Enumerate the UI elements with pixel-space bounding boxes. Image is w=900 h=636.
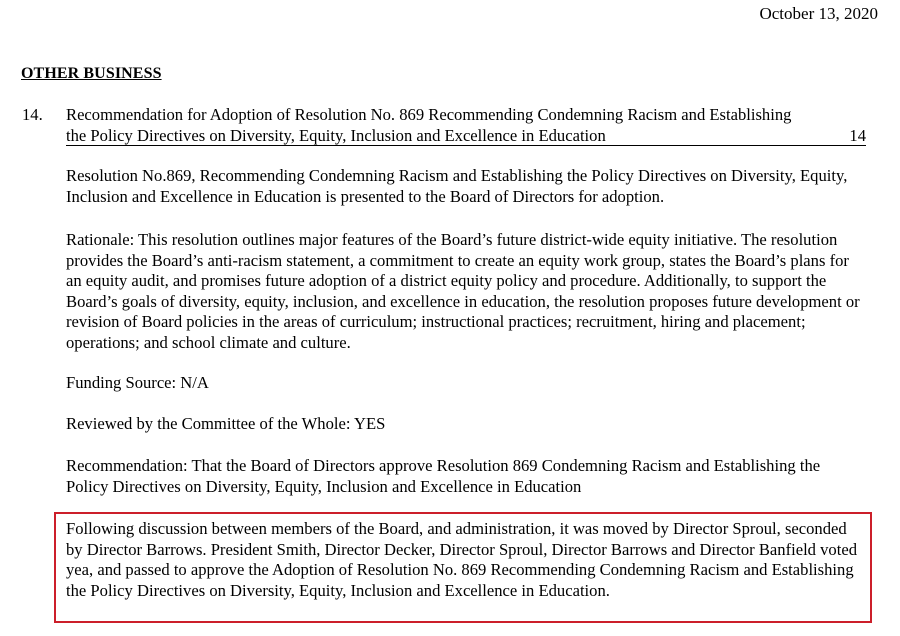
- summary-paragraph: Resolution No.869, Recommending Condemning Racism and Establishing the Policy Directives on Diversity, Equity, Inclusion and Excellence in Education is presented to the Board of Directors for adoption.: [66, 166, 848, 206]
- item-title: [66, 105, 866, 146]
- item-title-line1: Recommendation for Adoption of Resolution No. 869 Recommending Condemning Racism and Establishing: [66, 105, 792, 124]
- committee-review-line: Reviewed by the Committee of the Whole: YES: [66, 414, 386, 433]
- item-number: 14.: [22, 105, 43, 124]
- recommendation-paragraph: Recommendation: That the Board of Directors approve Resolution 869 Condemning Racism and Establishing the Policy Directives on Diversity, Equity, Inclusion and Excellence in Education: [66, 456, 821, 496]
- item-title-line2: the Policy Directives on Diversity, Equity, Inclusion and Excellence in Education: [66, 125, 606, 145]
- section-heading: OTHER BUSINESS: [21, 65, 162, 82]
- funding-source-line: Funding Source: N/A: [66, 373, 209, 392]
- item-title-line2-row: [66, 126, 866, 146]
- document-date: October 13, 2020: [759, 4, 878, 23]
- outcome-paragraph: Following discussion between members of the Board, and administration, it was moved by Director Sproul, seconded by Director Barrows. President Smith, Director Decker, Director Sproul, Director Barrows and Director Banfield voted yea, and passed to approve the Adoption of Resolution No. 869 Recommending Condemning Racism and Establishing the Policy Directives on Diversity, Equity, Inclusion and Excellence in Education.: [66, 519, 857, 600]
- item-page-reference: 14: [849, 125, 866, 145]
- rationale-paragraph: Rationale: This resolution outlines major features of the Board’s future district-wide equity initiative. The resolution provides the Board’s anti-racism statement, a commitment to create an equity work group, states the Board’s plans for an equity audit, and promises future adoption of a district equity policy and procedure. Additionally, to support the Board’s goals of diversity, equity, inclusion, and excellence in education, the resolution proposes future development or revision of Board policies in the areas of curriculum; instructional practices; recruitment, hiring and placement; operations; and school climate and culture.: [66, 230, 860, 352]
